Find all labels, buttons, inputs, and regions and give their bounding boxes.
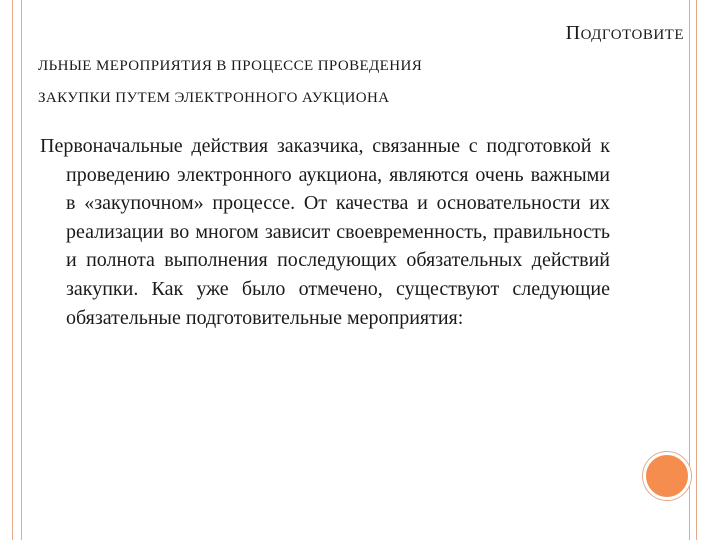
slide-title-line-1 xyxy=(566,22,684,45)
slide-title-line-2: ЛЬНЫЕ МЕРОПРИЯТИЯ В ПРОЦЕССЕ ПРОВЕДЕНИЯ xyxy=(38,58,423,74)
title-rest: ОДГОТОВИТЕ xyxy=(580,27,684,43)
orange-circle-marker xyxy=(643,452,691,500)
body-text-block xyxy=(40,132,610,332)
body-paragraph: Первоначальные действия заказчика, связанные с подготовкой к проведению электронного аукциона, являются очень важными в «закупочном» процессе. От качества и основательности их реализации во многом зависит своевременность, правильность и полнота выполнения последующих обязательных действий закупки. Как уже было отмечено, существуют следующие обязательные подготовительные мероприятия: xyxy=(40,135,610,329)
left-decorative-border xyxy=(12,0,22,540)
title-initial: П xyxy=(565,22,581,44)
slide-title-line-3: ЗАКУПКИ ПУТЕМ ЭЛЕКТРОННОГО АУКЦИОНА xyxy=(38,90,390,106)
right-decorative-border xyxy=(689,0,697,540)
